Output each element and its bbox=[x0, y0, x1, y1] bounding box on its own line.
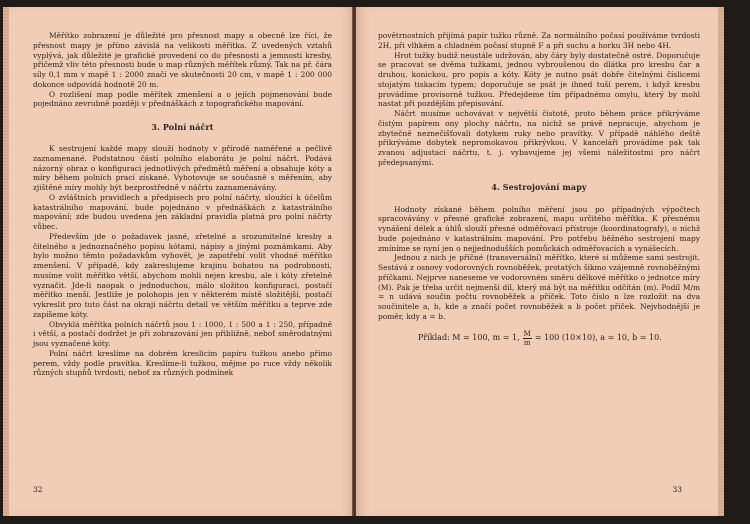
example-formula bbox=[378, 330, 700, 347]
fraction bbox=[523, 330, 532, 347]
paragraph: Polní náčrt kreslíme na dobrém kreslicím papíru tužkou anebo přímo perem, vždy podle pravítka. Kreslíme-li tužkou, mějme po ruce vždy několik různých stupňů tvrdosti, neboť za různých podmínek bbox=[33, 348, 332, 378]
paragraph: O rozlišení map podle měřítek zmenšení a o jejích pojmenování bude pojednáno zevrubně později v přednáškách z topografického mapování. bbox=[33, 89, 332, 109]
paragraph: O zvláštních pravidlech a předpisech pro polní náčrty, sloužící k účelům katastrálního mapování, bude pojednáno v přednáškách z katastrálního mapování; zde budou uvedena jen základní pravidla platná pro polní náčrty vůbec. bbox=[33, 192, 332, 231]
fraction-denominator: m bbox=[523, 338, 531, 347]
section-heading: 3. Polní náčrt bbox=[151, 122, 214, 132]
page-number: 33 bbox=[672, 485, 682, 494]
example-suffix: = 100 (10×10), a = 10, b = 10. bbox=[534, 333, 662, 342]
example-prefix: Příklad: M = 100, m = 1, bbox=[418, 333, 520, 342]
paragraph: povětrnostních přijímá papír tužku různě. Za normálního počasí používáme tvrdosti 2H, při vlhkém a chladném počasí stupně F a při suchu a horku 3H nebo 4H. bbox=[378, 31, 700, 50]
paragraph: K sestrojení každé mapy slouží hodnoty v přírodě naměřené a pečlivě zaznamenané. Podstatnou částí polního elaborátu je polní náčrt. Podává názorný obraz o konfiguraci jednotlivých předmětů měření a obsahuje kóty a míry během polních prací získané. Vyhotovuje se současně s měřením, aby zjištěné míry mohly být bezprostředně v náčrtu zaznamenávány. bbox=[33, 144, 332, 192]
right-page-edge bbox=[718, 7, 724, 516]
section-heading: 4. Sestrojování mapy bbox=[491, 181, 587, 192]
fraction-numerator: M bbox=[523, 329, 531, 338]
paragraph: Jednou z nich je příčné (transversální) měřítko, které si můžeme sami sestrojit. Sestává z osnovy vodorovných rovnoběžek, protatých šikmo vzájemně rovnoběžnými příčkami. Nejprve naneseme ve vodorovném směru délkové měřítko o jednotce míry (M). Pak je třeba určit nejmenší díl, který má být na měřítku odčítán (m). Podíl M/m = n udává součin počtu rovnoběžek a příček. Toto číslo n lze rozložit na dva součinitele a, b, kde a značí počet rovnoběžek a b počet příček. Nejvhodnější je poměr, kdy a = b. bbox=[378, 253, 700, 321]
page-number: 32 bbox=[33, 485, 43, 494]
right-page bbox=[356, 7, 718, 516]
paragraph: Hrot tužky budiž neustále udržován, aby čáry byly dostatečně ostré. Doporučuje se pracovat se dvěma tužkami, jednou vybroušenou do dlátka pro kresbu čar a druhou, konickou, pro popis a kóty. Kóty je nutno psát dobře čitelnými číslicemi stojatým tiskacím typem; doporučuje se psát je ihned tuší perem, i když kresbu provádíme provisorně tužkou. Předejdeme tím případnému omylu, který by mohl nastat při pozdějším přepisování. bbox=[378, 50, 700, 109]
paragraph: Hodnoty získané během polního měření jsou po případných výpočtech spracovávány v přesné grafické zobrazení, mapu určitého měřítka. K přesnému vynášení délek a úhlů slouží přesné odměřovací přístroje (koordinatografy), o nichž bude pojednáno v katastrálním mapování. Pro potřebu běžného sestrojení mapy zmíníme se nyní jen o nejjednodušších pomůckách odměřovacích a vynášecích. bbox=[378, 204, 700, 253]
paragraph: Obvyklá měřítka polních náčrtů jsou 1 : 1000, 1 : 500 a 1 : 250, případně i větší, a postačí dodržet je při zobrazování jen přibližně, neboť směrodatnými jsou vyznačené kóty. bbox=[33, 319, 332, 348]
paragraph: Měřítko zobrazení je důležité pro přesnost mapy a obecně lze říci, že přesnost mapy je přímo závislá na velikosti měřítka. Z uvedených vztahů vyplývá, jak důležité je grafické provedení co do přesnosti a jemnosti kresby, přičemž vliv této přesnosti bude u map různých měřítek různý. Tak na př. čára síly 0,1 mm v mapě 1 : 2000 značí ve skutečnosti 20 cm, v mapě 1 : 200 000 dokonce odpovídá hodnotě 20 m. bbox=[33, 31, 332, 89]
paragraph: Náčrt musíme uchovávat v největší čistotě, proto během práce přikrýváme čistým papírem ony plochy náčrtu, na nichž se právě nepracuje, abychom je zbytečně neznečišťovali dotykem ruky nebo pravítky. V případě náhlého deště přikrýváme dobytek nepromokavou přikrývkou. V kanceláři provádíme pak tak zvanou adjustaci náčrtu, t. j. vybavujeme jej všemi náležitostmi pro náčrt předepsanými. bbox=[378, 109, 700, 167]
paragraph: Především jde o požadavek jasné, zřetelné a srozumitelné kresby a čitelného a jednoznačného popisu kótami, nápisy a jinými poznámkami. Aby bylo možno těmto požadavkům vyhovět, je zapotřebí volit vhodné měřítko zmenšení. V případě, kdy zakreslujeme krajinu bohatou na podrobnosti, musíme volit měřítko větší, abychom mohli nejen kresbu, ale i kóty zřetelně vyznačit. Jde-li naopak o jednoduchou, málo složitou konfiguraci, postačí měřítko menší. Jestliže je polohopis jen v některém místě složitější, postačí vykreslit pro tuto část na okraji náčrtu detail ve větším měřítku a teprve zde zapíšeme kóty. bbox=[33, 231, 332, 319]
left-page bbox=[9, 7, 354, 516]
